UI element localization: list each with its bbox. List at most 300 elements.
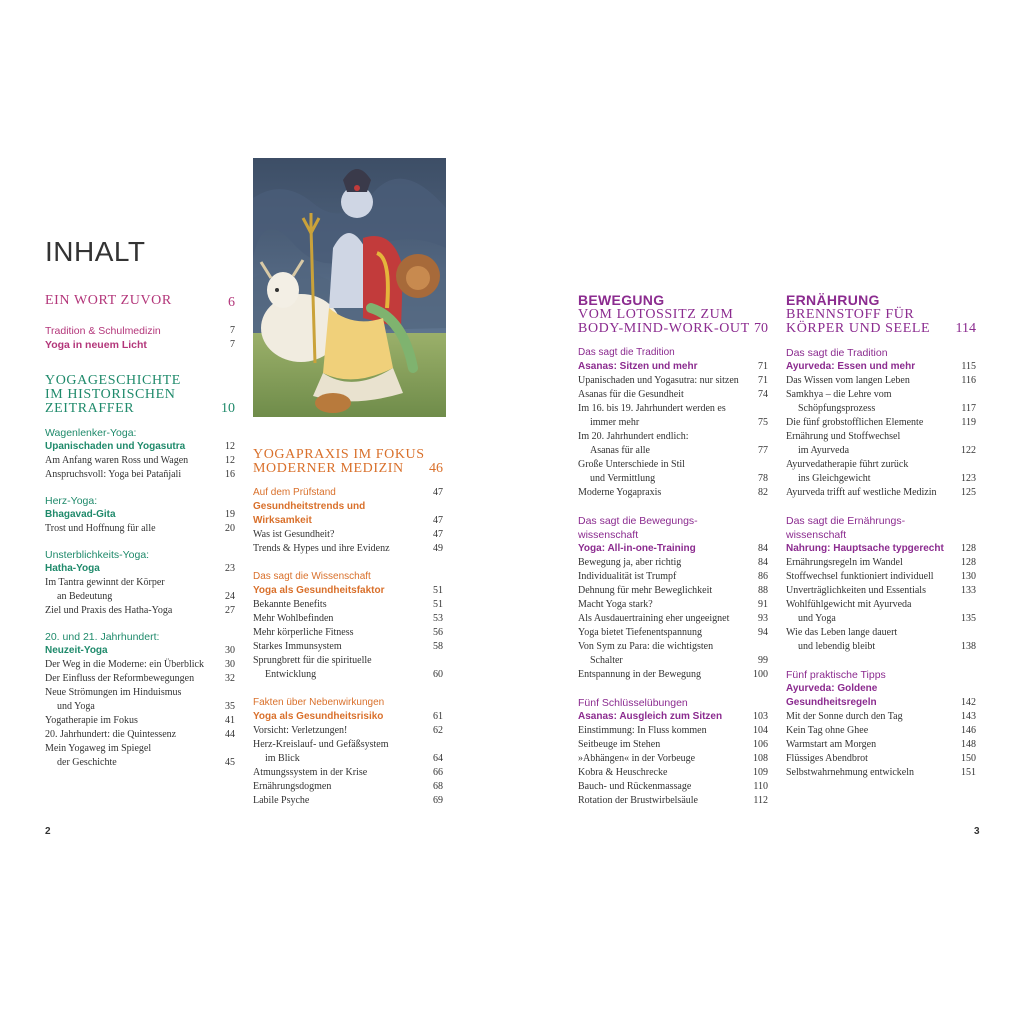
toc-entry-page: 62 bbox=[433, 725, 443, 736]
toc-section-intro[interactable] bbox=[45, 294, 235, 310]
toc-entry-label: Yoga bietet Tiefenentspannung bbox=[578, 627, 702, 638]
toc-entry-page: 150 bbox=[961, 753, 976, 764]
toc-entry-page: 84 bbox=[758, 543, 768, 554]
toc-entry[interactable] bbox=[253, 528, 443, 542]
toc-entry-page: 53 bbox=[433, 613, 443, 624]
toc-entry-label: Mehr Wohlbefinden bbox=[253, 613, 334, 624]
toc-entry-label: Upanischaden und Yogasutra: nur sitzen bbox=[578, 375, 739, 386]
toc-entry[interactable] bbox=[786, 584, 976, 598]
toc-entry-page: 106 bbox=[753, 739, 768, 750]
toc-entry-label: »Abhängen« in der Vorbeuge bbox=[578, 753, 696, 764]
toc-section-movement[interactable] bbox=[578, 308, 768, 336]
toc-column-1 bbox=[45, 294, 235, 770]
toc-entry-label: und Yoga bbox=[798, 613, 836, 624]
toc-group-headline[interactable] bbox=[786, 360, 976, 374]
toc-group-kicker bbox=[253, 570, 443, 584]
toc-section-history[interactable] bbox=[45, 374, 235, 416]
toc-group-kicker-line: Das sagt die Ernährungs- bbox=[786, 515, 906, 527]
toc-entry-page: 7 bbox=[230, 339, 235, 350]
toc-group-kicker: Unsterblichkeits-Yoga: bbox=[45, 549, 150, 561]
toc-entry-page: 123 bbox=[961, 473, 976, 484]
toc-entry[interactable] bbox=[578, 780, 768, 794]
toc-entry-page: 51 bbox=[433, 585, 443, 596]
toc-section-title-line: KÖRPER UND SEELE bbox=[786, 321, 931, 336]
toc-entry-page: 88 bbox=[758, 585, 768, 596]
toc-entry-page: 91 bbox=[758, 599, 768, 610]
toc-entry-page: 19 bbox=[225, 509, 235, 520]
toc-entry-label: Trends & Hypes und ihre Evidenz bbox=[253, 543, 390, 554]
toc-intro-entry[interactable] bbox=[45, 324, 235, 338]
toc-entry[interactable] bbox=[786, 416, 976, 430]
toc-entry-page: 142 bbox=[961, 697, 976, 708]
toc-entry-page: 27 bbox=[225, 605, 235, 616]
toc-entry-label: im Ayurveda bbox=[798, 445, 850, 456]
toc-entry-label: Ziel und Praxis des Hatha-Yoga bbox=[45, 605, 173, 616]
toc-entry-page: 78 bbox=[758, 473, 768, 484]
toc-entry-page: 12 bbox=[225, 455, 235, 466]
toc-entry-label: Was ist Gesundheit? bbox=[253, 529, 335, 540]
toc-entry-label: und Vermittlung bbox=[590, 473, 656, 484]
toc-section-page: 114 bbox=[955, 321, 976, 336]
toc-entry-page: 108 bbox=[753, 753, 768, 764]
toc-entry-label: Ayurveda trifft auf westliche Medizin bbox=[786, 487, 937, 498]
toc-entry-page: 60 bbox=[433, 669, 443, 680]
toc-section-title-line: ZEITRAFFER bbox=[45, 401, 135, 416]
toc-entry[interactable] bbox=[253, 794, 443, 808]
toc-entry-page: 128 bbox=[961, 557, 976, 568]
toc-entry[interactable] bbox=[786, 766, 976, 780]
toc-entry-label: Ernährung und Stoffwechsel bbox=[786, 431, 901, 442]
toc-entry[interactable] bbox=[786, 430, 976, 458]
toc-entry[interactable] bbox=[253, 598, 443, 612]
toc-entry-label: Atmungssystem in der Krise bbox=[253, 767, 368, 778]
toc-entry-page: 47 bbox=[433, 515, 443, 526]
toc-group-kicker bbox=[253, 486, 443, 500]
toc-group bbox=[253, 696, 443, 808]
toc-group-headline[interactable] bbox=[253, 584, 443, 598]
toc-entry-label: Im 20. Jahrhundert endlich: bbox=[578, 431, 689, 442]
toc-entry[interactable] bbox=[786, 458, 976, 486]
page-number-right: 3 bbox=[974, 826, 980, 837]
toc-entry-label: Wohlfühlgewicht mit Ayurveda bbox=[786, 599, 912, 610]
toc-entry-label: Große Unterschiede in Stil bbox=[578, 459, 685, 470]
toc-entry-page: 58 bbox=[433, 641, 443, 652]
toc-entry-label: Das sagt die Tradition bbox=[578, 347, 675, 358]
toc-section-page: 6 bbox=[228, 295, 235, 310]
toc-entry[interactable] bbox=[253, 626, 443, 640]
toc-entry-label: Samkhya – die Lehre vom bbox=[786, 389, 892, 400]
toc-group-headline[interactable] bbox=[786, 682, 976, 710]
toc-entry-label: Kein Tag ohne Ghee bbox=[786, 725, 869, 736]
toc-section-nutrition[interactable] bbox=[786, 308, 976, 336]
toc-entry[interactable] bbox=[578, 458, 768, 486]
toc-entry[interactable] bbox=[45, 576, 235, 604]
toc-entry[interactable] bbox=[786, 374, 976, 388]
toc-entry-page: 133 bbox=[961, 585, 976, 596]
deity-painting-icon bbox=[253, 158, 446, 417]
toc-entry-label: Bekannte Benefits bbox=[253, 599, 327, 610]
toc-entry-page: 143 bbox=[961, 711, 976, 722]
toc-section-title-line: YOGAPRAXIS IM FOKUS bbox=[253, 447, 425, 462]
toc-entry-label: Ayurveda: Essen und mehr bbox=[786, 361, 916, 372]
toc-entry-page: 61 bbox=[433, 711, 443, 722]
toc-entry[interactable] bbox=[45, 728, 235, 742]
toc-title: INHALT bbox=[45, 236, 146, 267]
toc-entry-label: Neue Strömungen im Hinduismus bbox=[45, 687, 182, 698]
toc-entry-label: Anspruchsvoll: Yoga bei Patañjali bbox=[45, 469, 182, 480]
toc-entry-page: 66 bbox=[433, 767, 443, 778]
toc-entry-page: 84 bbox=[758, 557, 768, 568]
toc-entry-page: 77 bbox=[758, 445, 768, 456]
toc-entry[interactable] bbox=[578, 556, 768, 570]
toc-entry-label: Hatha-Yoga bbox=[45, 563, 100, 574]
toc-entry-label: Die fünf grobstofflichen Elemente bbox=[786, 417, 924, 428]
toc-entry-label: Unverträglichkeiten und Essentials bbox=[786, 585, 926, 596]
toc-entry[interactable] bbox=[45, 672, 235, 686]
toc-entry[interactable] bbox=[786, 556, 976, 570]
toc-section-title-line: YOGAGESCHICHTE bbox=[45, 373, 181, 388]
toc-entry[interactable] bbox=[786, 626, 976, 654]
toc-entry-label: Der Weg in die Moderne: ein Überblick bbox=[45, 659, 204, 670]
toc-entry[interactable] bbox=[578, 668, 768, 682]
toc-entry-page: 151 bbox=[961, 767, 976, 778]
toc-entry-label: Der Einfluss der Reformbewegungen bbox=[45, 673, 195, 684]
toc-chapter-kicker: BEWEGUNG bbox=[578, 292, 665, 308]
toc-group-kicker bbox=[253, 696, 443, 710]
toc-entry-label: Ayurvedatherapie führt zurück bbox=[786, 459, 909, 470]
toc-group-kicker bbox=[786, 346, 976, 360]
toc-entry-page: 47 bbox=[433, 487, 443, 498]
toc-entry[interactable] bbox=[253, 612, 443, 626]
toc-section-page: 10 bbox=[221, 401, 235, 416]
toc-entry-page: 116 bbox=[961, 375, 976, 386]
toc-entry[interactable] bbox=[253, 542, 443, 556]
toc-entry-label: immer mehr bbox=[590, 417, 640, 428]
toc-entry[interactable] bbox=[253, 780, 443, 794]
toc-group-kicker-line: wissenschaft bbox=[786, 529, 847, 541]
toc-entry[interactable] bbox=[578, 626, 768, 640]
toc-entry[interactable] bbox=[578, 388, 768, 402]
toc-entry-page: 23 bbox=[225, 563, 235, 574]
toc-section-title-line: MODERNER MEDIZIN bbox=[253, 461, 404, 476]
toc-entry-label: Asanas: Sitzen und mehr bbox=[578, 361, 698, 372]
toc-entry-label: Das Wissen vom langen Leben bbox=[786, 375, 910, 386]
toc-entry-page: 20 bbox=[225, 523, 235, 534]
toc-entry-page: 44 bbox=[225, 729, 235, 740]
toc-entry-page: 56 bbox=[433, 627, 443, 638]
toc-entry[interactable] bbox=[786, 752, 976, 766]
toc-group bbox=[786, 346, 976, 500]
deity-painting-illustration bbox=[253, 158, 446, 417]
toc-entry[interactable] bbox=[786, 710, 976, 724]
toc-entry[interactable] bbox=[786, 388, 976, 416]
toc-entry-label: Ernährungsdogmen bbox=[253, 781, 332, 792]
toc-section-page: 46 bbox=[429, 461, 443, 476]
toc-entry[interactable] bbox=[578, 430, 768, 458]
toc-entry-page: 32 bbox=[225, 673, 235, 684]
toc-entry-label: Individualität ist Trumpf bbox=[578, 571, 677, 582]
toc-group bbox=[578, 696, 768, 808]
toc-entry[interactable] bbox=[578, 640, 768, 668]
toc-entry-label: Yoga in neuem Licht bbox=[45, 339, 147, 351]
toc-entry-page: 104 bbox=[753, 725, 768, 736]
toc-entry[interactable] bbox=[45, 468, 235, 482]
toc-entry-label: Gesundheitsregeln bbox=[786, 697, 877, 708]
toc-entry[interactable] bbox=[578, 486, 768, 500]
toc-entry-label: Starkes Immunsystem bbox=[253, 641, 342, 652]
toc-entry-label: Bewegung ja, aber richtig bbox=[578, 557, 682, 568]
toc-group-kicker bbox=[786, 668, 976, 682]
toc-entry[interactable] bbox=[45, 604, 235, 618]
toc-entry-label: Trost und Hoffnung für alle bbox=[45, 523, 156, 534]
toc-entry-label: Warmstart am Morgen bbox=[786, 739, 877, 750]
toc-entry-label: Asanas für alle bbox=[590, 445, 650, 456]
toc-entry-page: 94 bbox=[758, 627, 768, 638]
toc-group-headline[interactable] bbox=[786, 542, 976, 556]
toc-entry-page: 75 bbox=[758, 417, 768, 428]
toc-entry-label: Gesundheitstrends und bbox=[253, 501, 366, 512]
toc-entry-page: 30 bbox=[225, 645, 235, 656]
toc-entry-page: 100 bbox=[753, 669, 768, 680]
toc-entry-label: Asanas für die Gesundheit bbox=[578, 389, 684, 400]
toc-entry-label: Wirksamkeit bbox=[253, 515, 312, 526]
toc-entry-label: Einstimmung: In Fluss kommen bbox=[578, 725, 707, 736]
toc-entry-page: 93 bbox=[758, 613, 768, 624]
toc-group-kicker bbox=[786, 514, 976, 542]
toc-entry[interactable] bbox=[578, 766, 768, 780]
toc-entry-label: Im 16. bis 19. Jahrhundert werden es bbox=[578, 403, 726, 414]
toc-section-title: EIN WORT ZUVOR bbox=[45, 293, 172, 308]
toc-intro-entry[interactable] bbox=[45, 338, 235, 352]
toc-group bbox=[45, 494, 235, 536]
toc-entry-label: und Yoga bbox=[57, 701, 95, 712]
toc-entry-label: Ernährungsregeln im Wandel bbox=[786, 557, 903, 568]
toc-entry-label: an Bedeutung bbox=[57, 591, 113, 602]
toc-entry-label: Von Sym zu Para: die wichtigsten bbox=[578, 641, 714, 652]
toc-entry-page: 71 bbox=[758, 361, 768, 372]
toc-entry[interactable] bbox=[786, 486, 976, 500]
toc-entry-page: 130 bbox=[961, 571, 976, 582]
toc-entry[interactable] bbox=[578, 752, 768, 766]
toc-group bbox=[578, 514, 768, 682]
toc-section-page: 70 bbox=[754, 321, 768, 336]
toc-entry-page: 47 bbox=[433, 529, 443, 540]
toc-entry-label: Selbstwahrnehmung entwickeln bbox=[786, 767, 915, 778]
toc-entry-label: Fakten über Nebenwirkungen bbox=[253, 697, 385, 708]
toc-entry[interactable] bbox=[578, 612, 768, 626]
toc-entry-label: im Blick bbox=[265, 753, 300, 764]
toc-entry-label: Moderne Yogapraxis bbox=[578, 487, 662, 498]
toc-group-headline[interactable] bbox=[45, 644, 235, 658]
page-number-left: 2 bbox=[45, 826, 51, 837]
toc-column-4 bbox=[786, 293, 976, 780]
toc-entry-label: Upanischaden und Yogasutra bbox=[45, 441, 186, 452]
toc-group-kicker-line: Fünf Schlüsselübungen bbox=[578, 697, 688, 709]
toc-entry-page: 119 bbox=[961, 417, 976, 428]
toc-entry[interactable] bbox=[786, 598, 976, 626]
toc-entry[interactable] bbox=[578, 584, 768, 598]
toc-entry-page: 82 bbox=[758, 487, 768, 498]
toc-entry-page: 128 bbox=[961, 543, 976, 554]
toc-entry-label: Mehr körperliche Fitness bbox=[253, 627, 354, 638]
toc-group-headline[interactable] bbox=[578, 542, 768, 556]
toc-entry-label: Vorsicht: Verletzungen! bbox=[253, 725, 348, 736]
toc-entry-page: 69 bbox=[433, 795, 443, 806]
toc-entry-label: Herz-Kreislauf- und Gefäßsystem bbox=[253, 739, 389, 750]
toc-entry[interactable] bbox=[45, 742, 235, 770]
toc-group bbox=[786, 514, 976, 654]
toc-entry-label: Stoffwechsel funktioniert individuell bbox=[786, 571, 934, 582]
toc-entry-page: 64 bbox=[433, 753, 443, 764]
toc-entry-label: Yogatherapie im Fokus bbox=[45, 715, 138, 726]
toc-group-kicker-line: Fünf praktische Tipps bbox=[786, 669, 886, 681]
toc-entry-page: 99 bbox=[758, 655, 768, 666]
toc-group bbox=[578, 346, 768, 500]
toc-entry-page: 41 bbox=[225, 715, 235, 726]
toc-entry-page: 51 bbox=[433, 599, 443, 610]
toc-entry-label: Wie das Leben lange dauert bbox=[786, 627, 898, 638]
toc-entry-label: Sprungbrett für die spirituelle bbox=[253, 655, 372, 666]
toc-entry-page: 125 bbox=[961, 487, 976, 498]
toc-entry-label: Macht Yoga stark? bbox=[578, 599, 653, 610]
toc-entry[interactable] bbox=[578, 402, 768, 430]
toc-entry-page: 24 bbox=[225, 591, 235, 602]
toc-entry-page: 45 bbox=[225, 757, 235, 768]
toc-entry-page: 86 bbox=[758, 571, 768, 582]
toc-entry-label: Yoga als Gesundheitsrisiko bbox=[253, 711, 384, 722]
toc-group-headline[interactable] bbox=[45, 508, 235, 522]
toc-entry[interactable] bbox=[45, 686, 235, 714]
toc-section-title-line: VOM LOTOSSITZ ZUM bbox=[578, 307, 734, 322]
toc-group-kicker bbox=[578, 346, 768, 360]
toc-entry-label: Rotation der Brustwirbelsäule bbox=[578, 795, 698, 806]
toc-entry-page: 16 bbox=[225, 469, 235, 480]
toc-group-kicker-line: Das sagt die Tradition bbox=[786, 347, 888, 359]
toc-entry-label: Yoga als Gesundheitsfaktor bbox=[253, 585, 385, 596]
toc-entry[interactable] bbox=[253, 724, 443, 738]
toc-entry-page: 109 bbox=[753, 767, 768, 778]
toc-entry[interactable] bbox=[253, 738, 443, 766]
toc-entry-label: Bauch- und Rückenmassage bbox=[578, 781, 692, 792]
toc-entry-page: 103 bbox=[753, 711, 768, 722]
toc-section-medicine[interactable] bbox=[253, 448, 443, 476]
toc-entry-page: 30 bbox=[225, 659, 235, 670]
toc-entry[interactable] bbox=[578, 794, 768, 808]
toc-entry[interactable] bbox=[45, 522, 235, 536]
toc-entry-label: Yoga: All-in-one-Training bbox=[578, 543, 696, 554]
toc-group-headline[interactable] bbox=[253, 710, 443, 724]
toc-entry[interactable] bbox=[786, 570, 976, 584]
toc-entry-label: Kobra & Heuschrecke bbox=[578, 767, 668, 778]
toc-entry-label: Schalter bbox=[590, 655, 623, 666]
toc-entry-page: 74 bbox=[758, 389, 768, 400]
toc-group-kicker-line: Das sagt die Bewegungs- bbox=[578, 515, 698, 527]
toc-entry[interactable] bbox=[253, 654, 443, 682]
toc-entry-page: 112 bbox=[753, 795, 768, 806]
toc-group-kicker: Wagenlenker-Yoga: bbox=[45, 427, 137, 439]
toc-entry-label: Bhagavad-Gita bbox=[45, 509, 116, 520]
toc-entry-label: Im Tantra gewinnt der Körper bbox=[45, 577, 165, 588]
toc-group bbox=[45, 426, 235, 482]
toc-entry-page: 122 bbox=[961, 445, 976, 456]
toc-entry[interactable] bbox=[45, 658, 235, 672]
toc-group-headline[interactable] bbox=[253, 500, 443, 528]
toc-entry-page: 7 bbox=[230, 325, 235, 336]
toc-column-3 bbox=[578, 293, 768, 808]
toc-entry-label: Schöpfungsprozess bbox=[798, 403, 876, 414]
toc-entry[interactable] bbox=[786, 738, 976, 752]
toc-entry[interactable] bbox=[578, 724, 768, 738]
toc-entry-label: Labile Psyche bbox=[253, 795, 310, 806]
toc-group bbox=[253, 570, 443, 682]
toc-group-kicker: 20. und 21. Jahrhundert: bbox=[45, 631, 160, 643]
toc-entry[interactable] bbox=[253, 766, 443, 780]
toc-entry-label: Als Ausdauertraining eher ungeeignet bbox=[578, 613, 730, 624]
toc-entry[interactable] bbox=[578, 374, 768, 388]
toc-entry-page: 148 bbox=[961, 739, 976, 750]
toc-entry-page: 135 bbox=[961, 613, 976, 624]
toc-entry[interactable] bbox=[45, 714, 235, 728]
toc-group bbox=[786, 668, 976, 780]
toc-entry-page: 117 bbox=[961, 403, 976, 414]
toc-group-headline[interactable] bbox=[578, 360, 768, 374]
toc-entry[interactable] bbox=[253, 640, 443, 654]
toc-entry-label: Auf dem Prüfstand bbox=[253, 487, 336, 498]
toc-entry-label: Nahrung: Hauptsache typgerecht bbox=[786, 543, 944, 554]
toc-entry-label: Am Anfang waren Ross und Wagen bbox=[45, 455, 189, 466]
toc-entry-label: Neuzeit-Yoga bbox=[45, 645, 108, 656]
toc-entry-label: Mein Yogaweg im Spiegel bbox=[45, 743, 152, 754]
toc-entry-label: Das sagt die Wissenschaft bbox=[253, 571, 371, 582]
toc-entry[interactable] bbox=[578, 570, 768, 584]
toc-entry-label: ins Gleichgewicht bbox=[798, 473, 871, 484]
toc-group-headline[interactable] bbox=[45, 440, 235, 454]
toc-entry-label: Entwicklung bbox=[265, 669, 317, 680]
toc-entry-page: 146 bbox=[961, 725, 976, 736]
toc-entry-label: Ayurveda: Goldene bbox=[786, 683, 878, 694]
toc-group bbox=[45, 548, 235, 618]
toc-column-2 bbox=[253, 448, 443, 808]
toc-entry-page: 68 bbox=[433, 781, 443, 792]
toc-entry-label: und lebendig bleibt bbox=[798, 641, 876, 652]
toc-entry-page: 12 bbox=[225, 441, 235, 452]
toc-section-title-line: IM HISTORISCHEN bbox=[45, 387, 176, 402]
toc-entry-label: Asanas: Ausgleich zum Sitzen bbox=[578, 711, 723, 722]
toc-section-title-line: BRENNSTOFF FÜR bbox=[786, 307, 915, 322]
toc-group bbox=[45, 630, 235, 770]
toc-entry-label: Entspannung in der Bewegung bbox=[578, 669, 702, 680]
toc-entry-page: 115 bbox=[961, 361, 976, 372]
toc-group-headline[interactable] bbox=[578, 710, 768, 724]
toc-entry-label: 20. Jahrhundert: die Quintessenz bbox=[45, 729, 177, 740]
toc-entry-label: der Geschichte bbox=[57, 757, 117, 768]
toc-entry-page: 110 bbox=[753, 781, 768, 792]
toc-entry-label: Seitbeuge im Stehen bbox=[578, 739, 661, 750]
toc-entry[interactable] bbox=[578, 738, 768, 752]
toc-chapter-kicker: ERNÄHRUNG bbox=[786, 292, 880, 308]
toc-group bbox=[253, 486, 443, 556]
toc-group-headline[interactable] bbox=[45, 562, 235, 576]
toc-entry[interactable] bbox=[45, 454, 235, 468]
toc-entry-label: Flüssiges Abendbrot bbox=[786, 753, 868, 764]
toc-entry-label: Mit der Sonne durch den Tag bbox=[786, 711, 903, 722]
toc-group-kicker-line: wissenschaft bbox=[578, 529, 639, 541]
toc-entry-page: 49 bbox=[433, 543, 443, 554]
toc-entry[interactable] bbox=[578, 598, 768, 612]
toc-entry[interactable] bbox=[786, 724, 976, 738]
toc-group-kicker bbox=[578, 514, 768, 542]
toc-group-kicker bbox=[578, 696, 768, 710]
